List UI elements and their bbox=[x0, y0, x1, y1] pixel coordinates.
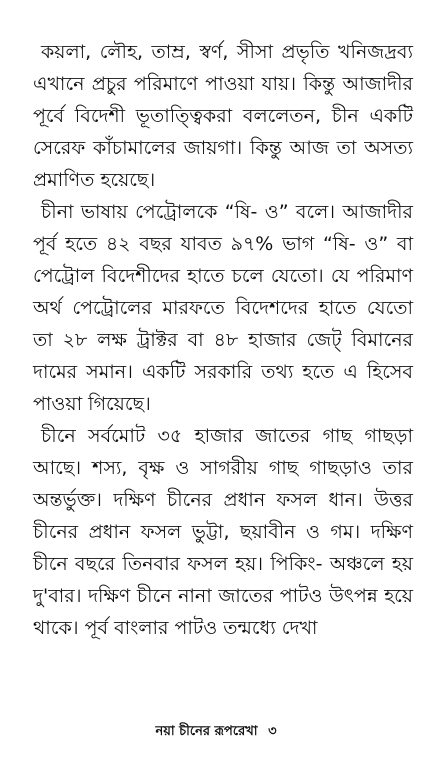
paragraph-plants: চীনে সর্বমোট ৩৫ হাজার জাতের গাছ গাছড়া আছে। শস্য, বৃক্ষ ও সাগরীয় গাছ গাছড়াও তার অন্তর্ভুক্ত। দক্ষিণ চীনের প্রধান ফসল ধান। উত্তর চীনের প্রধান ফসল ভুট্টা, ছয়াবীন ও গম। দক্ষিণ চীনে বছরে তিনবার ফসল হয়। পিকিং- অঞ্চলে হয় দু'বার। দক্ষিণ চীনে নানা জাতের পাটও উৎপন্ন হয়ে থাকে। পূর্ব বাংলার পাটও তন্মধ্যে দেখা bbox=[33, 425, 413, 639]
page-footer bbox=[0, 722, 432, 743]
paragraph-minerals: কয়লা, লৌহ, তাম্র, স্বর্ণ, সীসা প্রভৃতি খনিজদ্রব্য এখানে প্রচুর পরিমাণে পাওয়া যায়। কিন্তু আজাদীর পূর্বে বিদেশী ভূতাত্ত্বিকরা বললেতন, চীন একটি সেরেফ কাঁচামালের জায়গা। কিন্তু আজ তা অসত্য প্রমাণিত হয়েছে। bbox=[33, 41, 413, 191]
page-number: ৩ bbox=[268, 724, 277, 739]
book-title: নয়া চীনের রূপরেখা bbox=[155, 724, 258, 739]
page-body bbox=[33, 36, 413, 644]
paragraph-petrol: চীনা ভাষায় পেট্রোলকে “ষি- ও” বলে। আজাদীর পূর্ব হতে ৪২ বছর যাবত ৯৭% ভাগ “ষি- ও” বা পেট্রোল বিদেশীদের হাতে চলে যেতো। যে পরিমাণ অর্থ পেট্রোলের মারফতে বিদেশদের হাতে যেতো তা ২৮ লক্ষ ট্রাক্টর বা ৪৮ হাজার জেট্ বিমানের দামের সমান। একটি সরকারি তথ্য হতে এ হিসেব পাওয়া গিয়েছে। bbox=[33, 201, 413, 415]
